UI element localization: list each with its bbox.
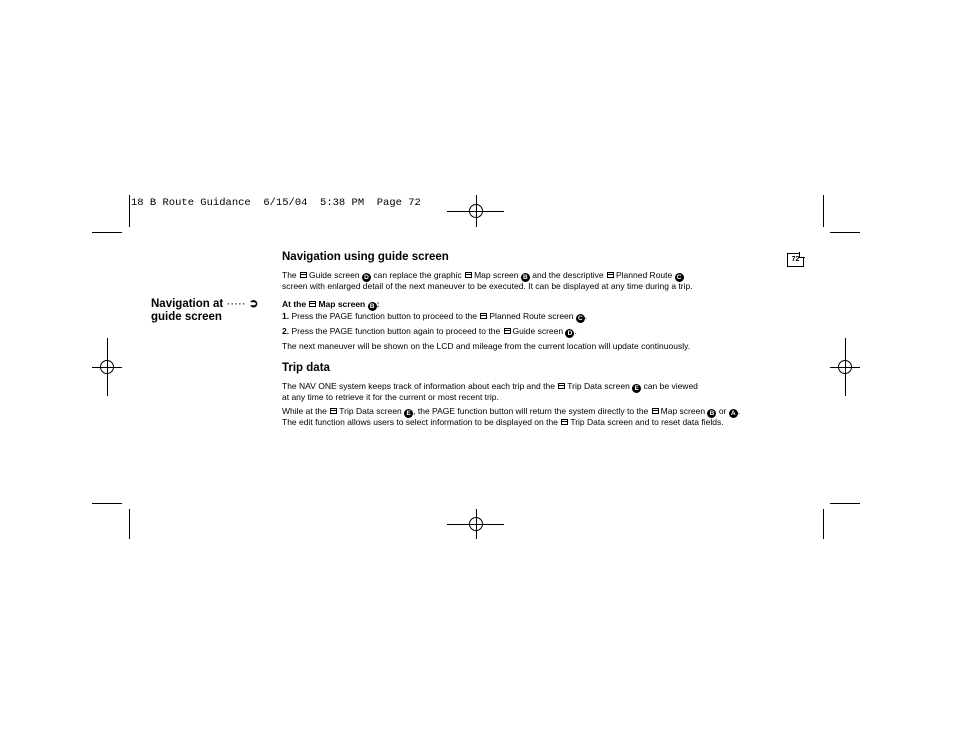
screen-icon: [465, 272, 472, 278]
step-1: 1. Press the PAGE function button to proceed to the Planned Route screen C .: [282, 311, 588, 322]
page-number: 72: [787, 253, 804, 267]
crop-mark: [830, 232, 860, 233]
crop-mark: [830, 503, 860, 504]
section-heading-trip: Trip data: [282, 362, 330, 374]
screen-icon: [607, 272, 614, 278]
trip-paragraph-2: While at the Trip Data screen E , the PAGE function button will return the system directly to the Map screen B or A .: [282, 406, 741, 417]
screen-icon: [561, 419, 568, 425]
circled-letter-e: E: [404, 409, 413, 418]
crop-mark: [92, 232, 122, 233]
section-heading-guide: Navigation using guide screen: [282, 251, 449, 263]
screen-icon: [652, 408, 659, 414]
circled-letter-c: C: [675, 273, 684, 282]
screen-icon: [309, 301, 316, 307]
screen-icon: [504, 328, 511, 334]
screen-icon: [330, 408, 337, 414]
side-heading: Navigation at ····· ➲ guide screen: [151, 298, 259, 323]
intro-paragraph-line2: screen with enlarged detail of the next maneuver to be executed. It can be displayed at any time during a trip.: [282, 281, 693, 291]
circled-letter-b: B: [521, 273, 530, 282]
step-2: 2. Press the PAGE function button again to proceed to the Guide screen D .: [282, 326, 577, 337]
circled-letter-a: A: [729, 409, 738, 418]
crop-mark: [129, 195, 130, 227]
circled-letter-b: B: [368, 302, 377, 311]
screen-icon: [300, 272, 307, 278]
screen-icon: [480, 313, 487, 319]
arrow-icon: ➲: [248, 298, 259, 310]
crop-mark: [92, 503, 122, 504]
circled-letter-d: D: [362, 273, 371, 282]
crop-mark: [129, 509, 130, 539]
leader-dots: ·····: [226, 298, 246, 310]
circled-letter-e: E: [632, 384, 641, 393]
circled-letter-b: B: [707, 409, 716, 418]
trip-paragraph-1-line2: at any time to retrieve it for the current or most recent trip.: [282, 392, 499, 402]
next-maneuver-text: The next maneuver will be shown on the LCD and mileage from the current location will update continuously.: [282, 341, 691, 351]
at-map-label: At the Map screen B :: [282, 299, 380, 310]
intro-paragraph: The Guide screen D can replace the graphic Map screen B and the descriptive Planned Route C: [282, 270, 684, 282]
circled-letter-c: C: [576, 314, 585, 323]
crop-mark: [823, 195, 824, 227]
trip-paragraph-3: The edit function allows users to select information to be displayed on the Trip Data screen and to reset data fields.: [282, 417, 724, 427]
crop-mark: [823, 509, 824, 539]
screen-icon: [558, 383, 565, 389]
circled-letter-d: D: [565, 329, 574, 338]
trip-paragraph-1: The NAV ONE system keeps track of information about each trip and the Trip Data screen E can be viewed: [282, 381, 698, 392]
print-slug: 18 B Route Guidance 6/15/04 5:38 PM Page 72: [131, 197, 421, 209]
